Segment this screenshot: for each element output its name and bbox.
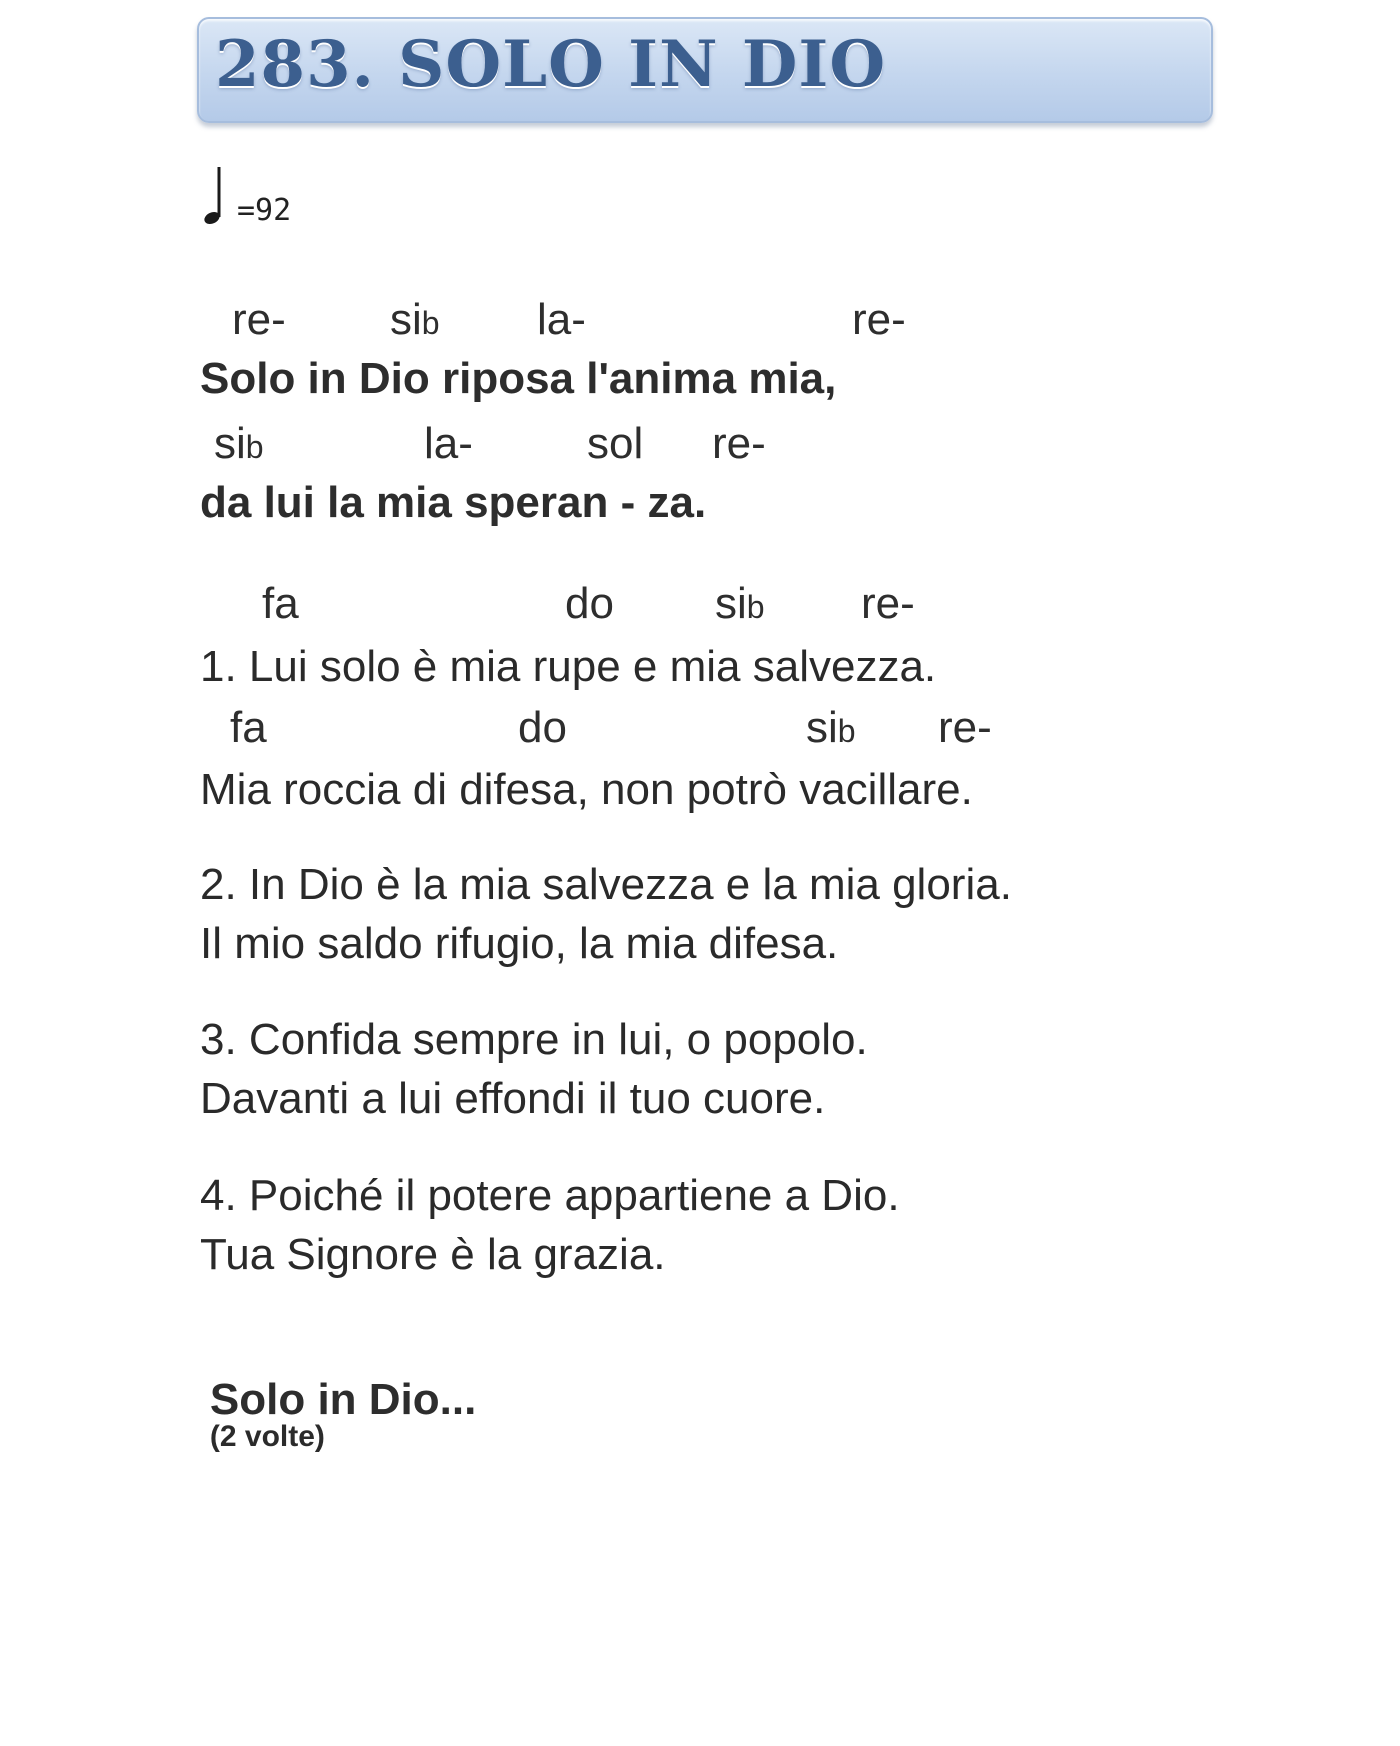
verse-lyric-line: 1. Lui solo è mia rupe e mia salvezza. (200, 642, 937, 691)
verse-lyric-line: Mia roccia di difesa, non potrò vacillare. (200, 765, 973, 814)
chord-re-minor: re- (938, 703, 992, 752)
chord-root: si (390, 295, 422, 344)
chord-do: do (518, 703, 567, 752)
flat-sign: b (837, 713, 856, 749)
refrain-lyric-line: da lui la mia speran - za. (200, 478, 707, 527)
chord-fa: fa (230, 703, 267, 752)
chord-si-flat (214, 419, 264, 468)
chord-re-minor: re- (861, 579, 915, 628)
chord-si-flat (390, 295, 440, 344)
chord-re-minor: re- (712, 419, 766, 468)
chord-root: si (715, 579, 747, 628)
chord-re-minor: re- (232, 295, 286, 344)
closing-refrain (201, 1362, 476, 1452)
verse-lyric-line: Davanti a lui effondi il tuo cuore. (200, 1074, 826, 1123)
verse-lyric-line: 4. Poiché il potere appartiene a Dio. (200, 1171, 900, 1220)
chord-si-flat (806, 703, 856, 752)
chord-la-minor: la- (424, 419, 473, 468)
repeat-note: (2 volte) (209, 1420, 325, 1453)
chord-do: do (565, 579, 614, 628)
verse-lyric-line: 2. In Dio è la mia salvezza e la mia gloria. (200, 860, 1012, 909)
flat-sign: b (245, 429, 264, 465)
chord-si-flat (715, 579, 765, 628)
quarter-note-icon (203, 165, 227, 227)
tempo-value: =92 (237, 193, 292, 228)
chord-la-minor: la- (537, 295, 586, 344)
chord-root: si (806, 703, 838, 752)
verse-lyric-line: 3. Confida sempre in lui, o popolo. (200, 1015, 868, 1064)
chord-fa: fa (262, 579, 299, 628)
chord-root: si (214, 419, 246, 468)
closing-refrain-text: Solo in Dio... (209, 1375, 477, 1424)
verse-lyric-line: Il mio saldo rifugio, la mia difesa. (200, 919, 839, 968)
title-banner (197, 17, 1213, 123)
verse-lyric-line: Tua Signore è la grazia. (200, 1230, 666, 1279)
flat-sign: b (421, 305, 440, 341)
chord-re-minor: re- (852, 295, 906, 344)
flat-sign: b (746, 589, 765, 625)
refrain-lyric-line: Solo in Dio riposa l'anima mia, (200, 354, 837, 403)
page-title: 283. SOLO IN DIO (215, 27, 887, 102)
chord-sol: sol (587, 419, 644, 468)
